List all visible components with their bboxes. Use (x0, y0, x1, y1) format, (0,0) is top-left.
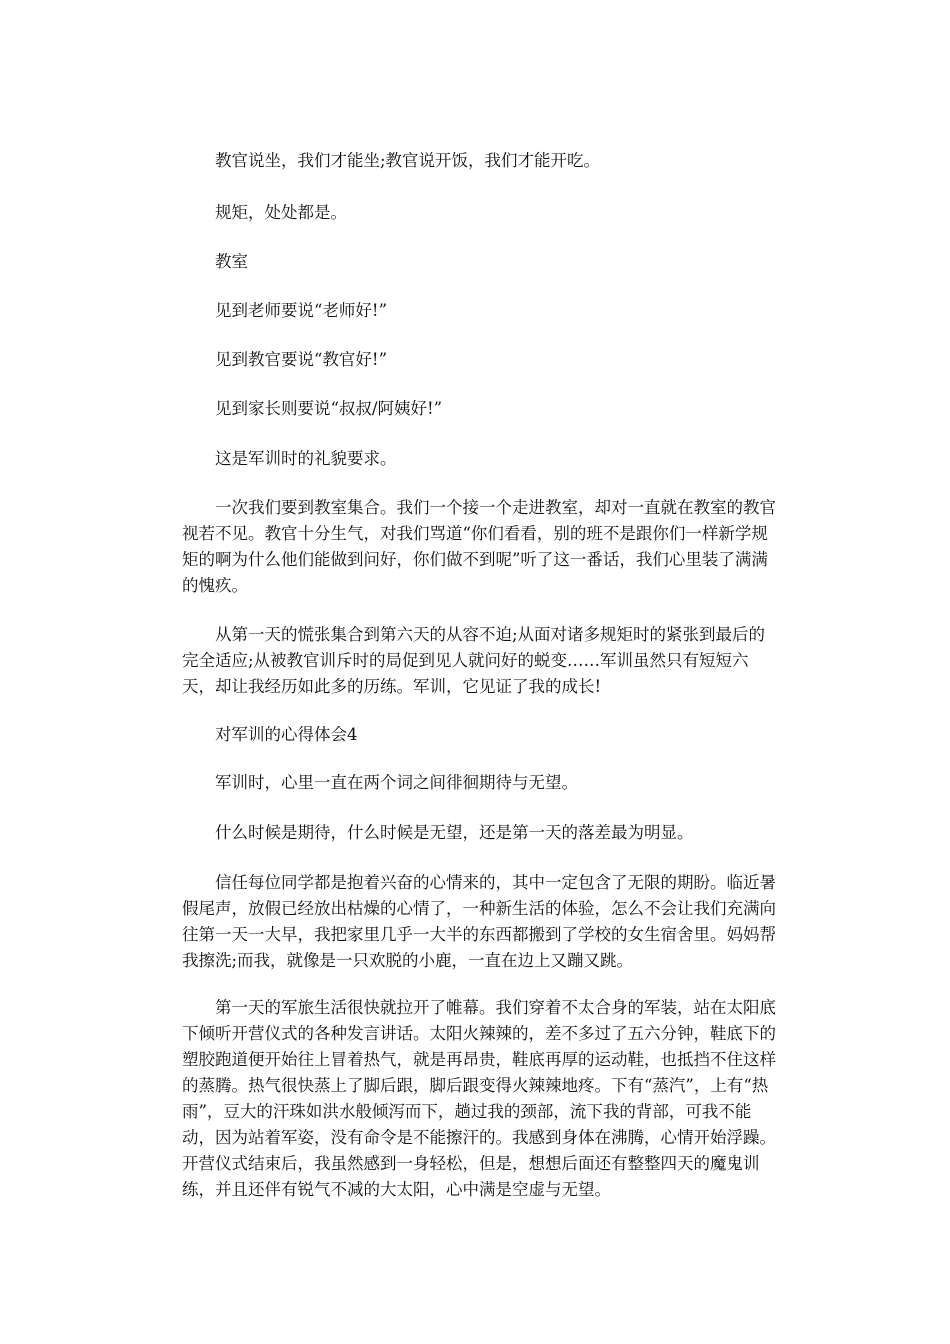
paragraph: 信任每位同学都是抱着兴奋的心情来的，其中一定包含了无限的期盼。临近暑假尾声，放假已经放出枯燥的心情了，一种新生活的体验，怎么不会让我们充满向往第一天一大早，我把家里几乎一大半的东西都搬到了学校的女生宿舍里。妈妈帮我擦洗;而我，就像是一只欢脱的小鹿，一直在边上又蹦又跳。 (182, 873, 776, 970)
paragraph: 见到教官要说“教官好!” (215, 350, 388, 369)
paragraph: 军训时，心里一直在两个词之间徘徊期待与无望。 (215, 773, 578, 792)
paragraph: 见到老师要说“老师好!” (215, 301, 388, 320)
paragraph: 一次我们要到教室集合。我们一个接一个走进教室，却对一直就在教室的教官视若不见。教官十分生气，对我们骂道“你们看看，别的班不是跟你们一样新学规矩的啊为什么他们能做到问好，你们做不到呢”听了这一番话，我们心里装了满满的愧疚。 (182, 498, 776, 595)
paragraph: 这是军训时的礼貌要求。 (215, 449, 397, 468)
paragraph: 第一天的军旅生活很快就拉开了帷幕。我们穿着不太合身的军装，站在太阳底下倾听开营仪式的各种发言讲话。太阳火辣辣的，差不多过了五六分钟，鞋底下的塑胶跑道便开始往上冒着热气，就是再昂贵，鞋底再厚的运动鞋，也抵挡不住这样的蒸腾。热气很快蒸上了脚后跟，脚后跟变得火辣辣地疼。下有“蒸汽”，上有“热雨”，豆大的汗珠如洪水般倾泻而下，趟过我的颈部，流下我的背部，可我不能动，因为站着军姿，没有命令是不能擦汗的。我感到身体在沸腾，心情开始浮躁。开营仪式结束后，我虽然感到一身轻松，但是，想想后面还有整整四天的魔鬼训练，并且还伴有锐气不减的大太阳，心中满是空虚与无望。 (182, 998, 776, 1199)
paragraph: 见到家长则要说“叔叔/阿姨好!” (215, 399, 443, 418)
paragraph: 教官说坐，我们才能坐;教官说开饭，我们才能开吃。 (215, 151, 601, 170)
paragraph: 教室 (215, 252, 248, 271)
paragraph: 规矩，处处都是。 (215, 203, 347, 222)
paragraph: 从第一天的慌张集合到第六天的从容不迫;从面对诸多规矩时的紧张到最后的完全适应;从被教官训斥时的局促到见人就问好的蜕变……军训虽然只有短短六天，却让我经历如此多的历练。军训，它见证了我的成长! (182, 625, 766, 696)
paragraph: 什么时候是期待，什么时候是无望，还是第一天的落差最为明显。 (215, 823, 694, 842)
section-heading: 对军训的心得体会4 (215, 725, 358, 744)
